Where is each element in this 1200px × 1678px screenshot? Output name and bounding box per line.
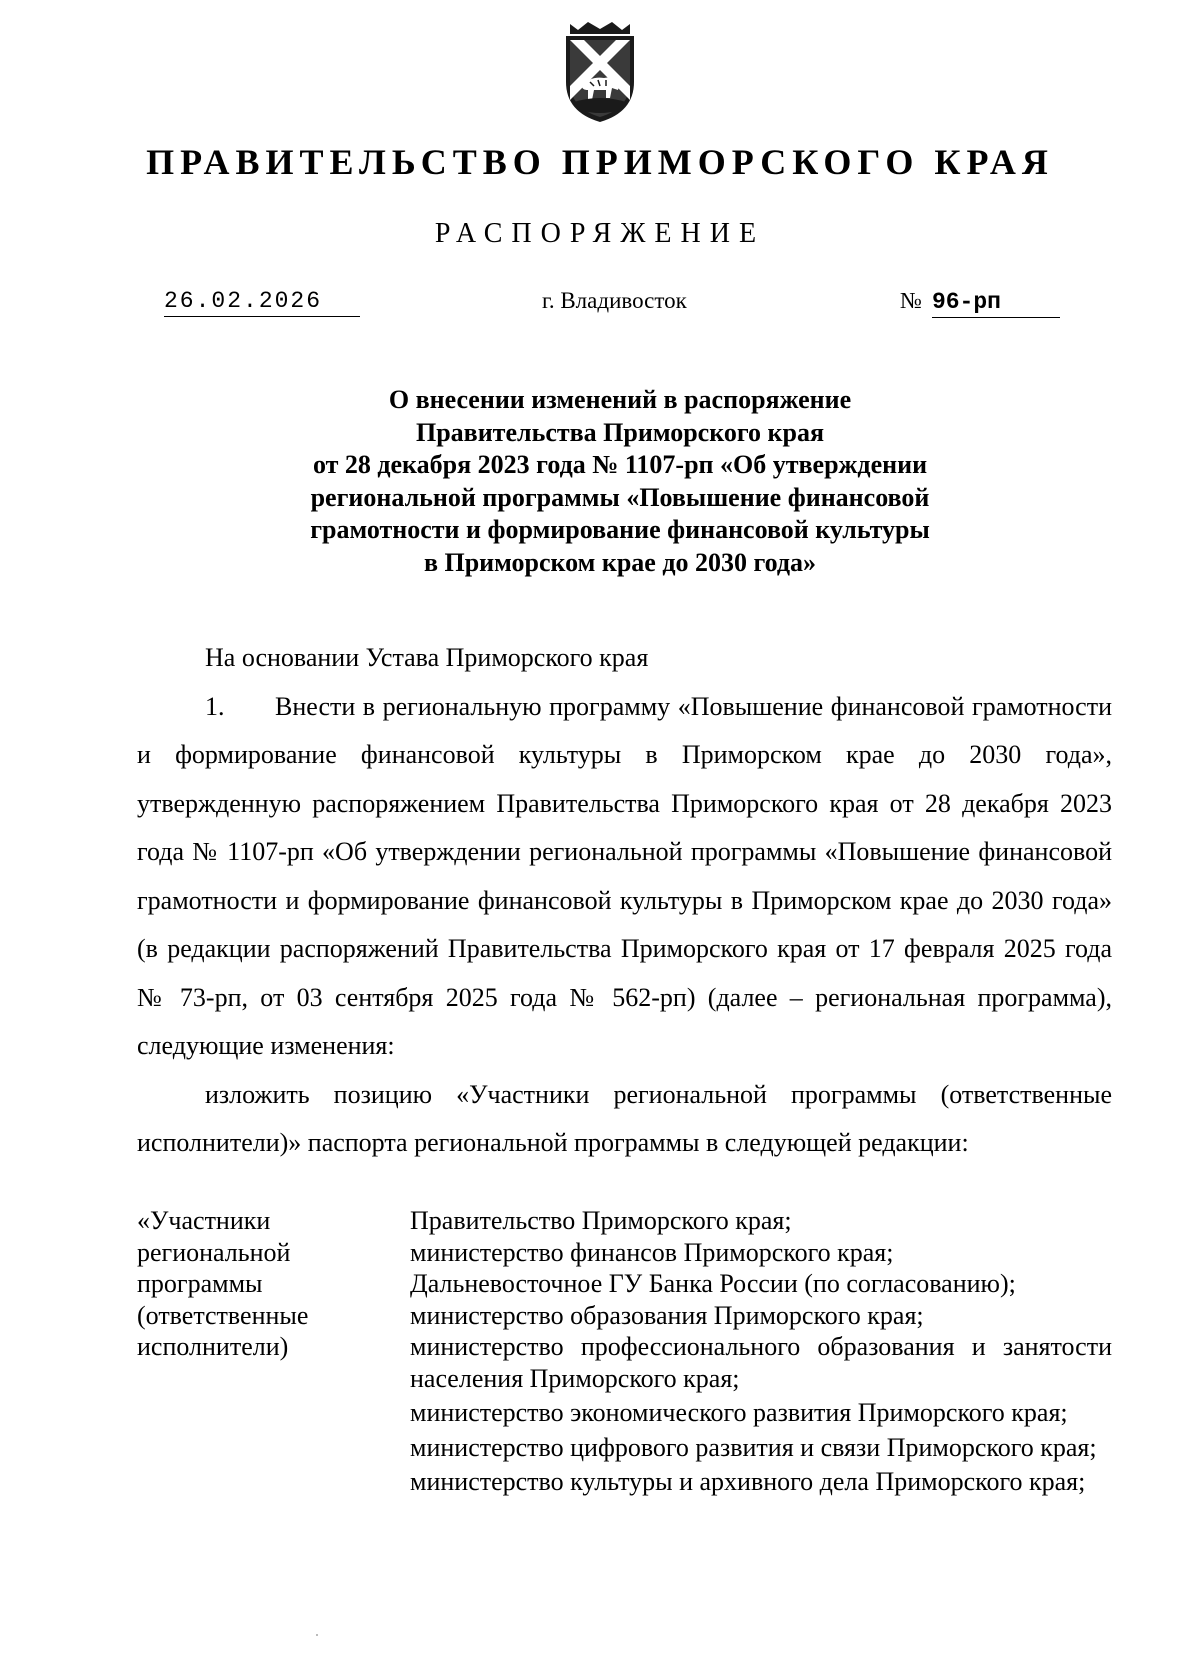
participant-entry: Дальневосточное ГУ Банка России (по согласованию); [410,1269,1016,1298]
participants-list-cell [410,1205,1112,1498]
heading-line: грамотности и формирование финансовой культуры [310,515,930,544]
heading-line: региональной программы «Повышение финансовой [310,482,930,512]
heading-line: в Приморском крае до 2030 года» [423,547,817,577]
document-city: г. Владивосток [542,288,687,313]
item-1-paragraph [137,683,1112,1071]
document-date: 26.02.2026 [164,286,360,317]
participant-entry: министерство профессионального образования и занятости населения Приморского края; [410,1332,1112,1393]
participant-entry: министерство образования Приморского края; [410,1300,924,1330]
participants-label-cell [137,1205,397,1363]
item-1-number: 1. [205,691,225,721]
amendment-paragraph: изложить позицию «Участники региональной программы (ответственные исполнители)» паспорта региональной программы в следующей редакции: [137,1079,1112,1157]
item-1-text: Внести в региональную программу «Повышение финансовой грамотности и формирование финансовой культуры в Приморском крае до 2030 года», утвержденную распоряжением Правительства Приморского края от 28 декабря 2023 года № 1107-рп «Об утверждении региональной программы «Повышение финансовой грамотности и формирование финансовой культуры в Приморском крае до 2030 года» (в редакции распоряжений Правительства Приморского края от 17 февраля 2025 года № 73-рп, от 03 сентября 2025 года № 562-рп) (далее – региональная программа), следующие изменения: [137,691,1112,1060]
document-type: РАСПОРЯЖЕНИЕ [434,218,766,249]
participant-entry: министерство цифрового развития и связи Приморского края; [410,1432,1097,1462]
document-heading [200,384,1040,579]
document-body [137,634,1112,1168]
document-number-block [900,286,1072,318]
label-line: исполнители) [137,1332,289,1361]
scan-speck [316,1634,318,1636]
heading-line: О внесении изменений в распоряжение [388,385,852,414]
participant-entry: министерство культуры и архивного дела Приморского края; [410,1467,1086,1496]
label-line: «Участники [137,1206,271,1235]
label-line: региональной [137,1237,291,1267]
participant-entry: министерство финансов Приморского края; [410,1237,894,1267]
heading-line: Правительства Приморского края [415,417,825,447]
participant-entry: Правительство Приморского края; [410,1206,792,1235]
participant-entry: министерство экономического развития Приморского края; [410,1398,1068,1427]
intro-paragraph: На основании Устава Приморского края [205,643,649,672]
government-name: ПРАВИТЕЛЬСТВО ПРИМОРСКОГО КРАЯ [146,142,1054,182]
document-meta-row [0,286,1200,326]
heading-line: от 28 декабря 2023 года № 1107-рп «Об утверждении [312,450,928,479]
document-number: 96-рп [932,287,1060,318]
label-line: программы [137,1269,263,1298]
label-line: (ответственные [137,1300,309,1330]
coat-of-arms-icon [560,20,640,126]
number-sign: № [900,288,922,313]
